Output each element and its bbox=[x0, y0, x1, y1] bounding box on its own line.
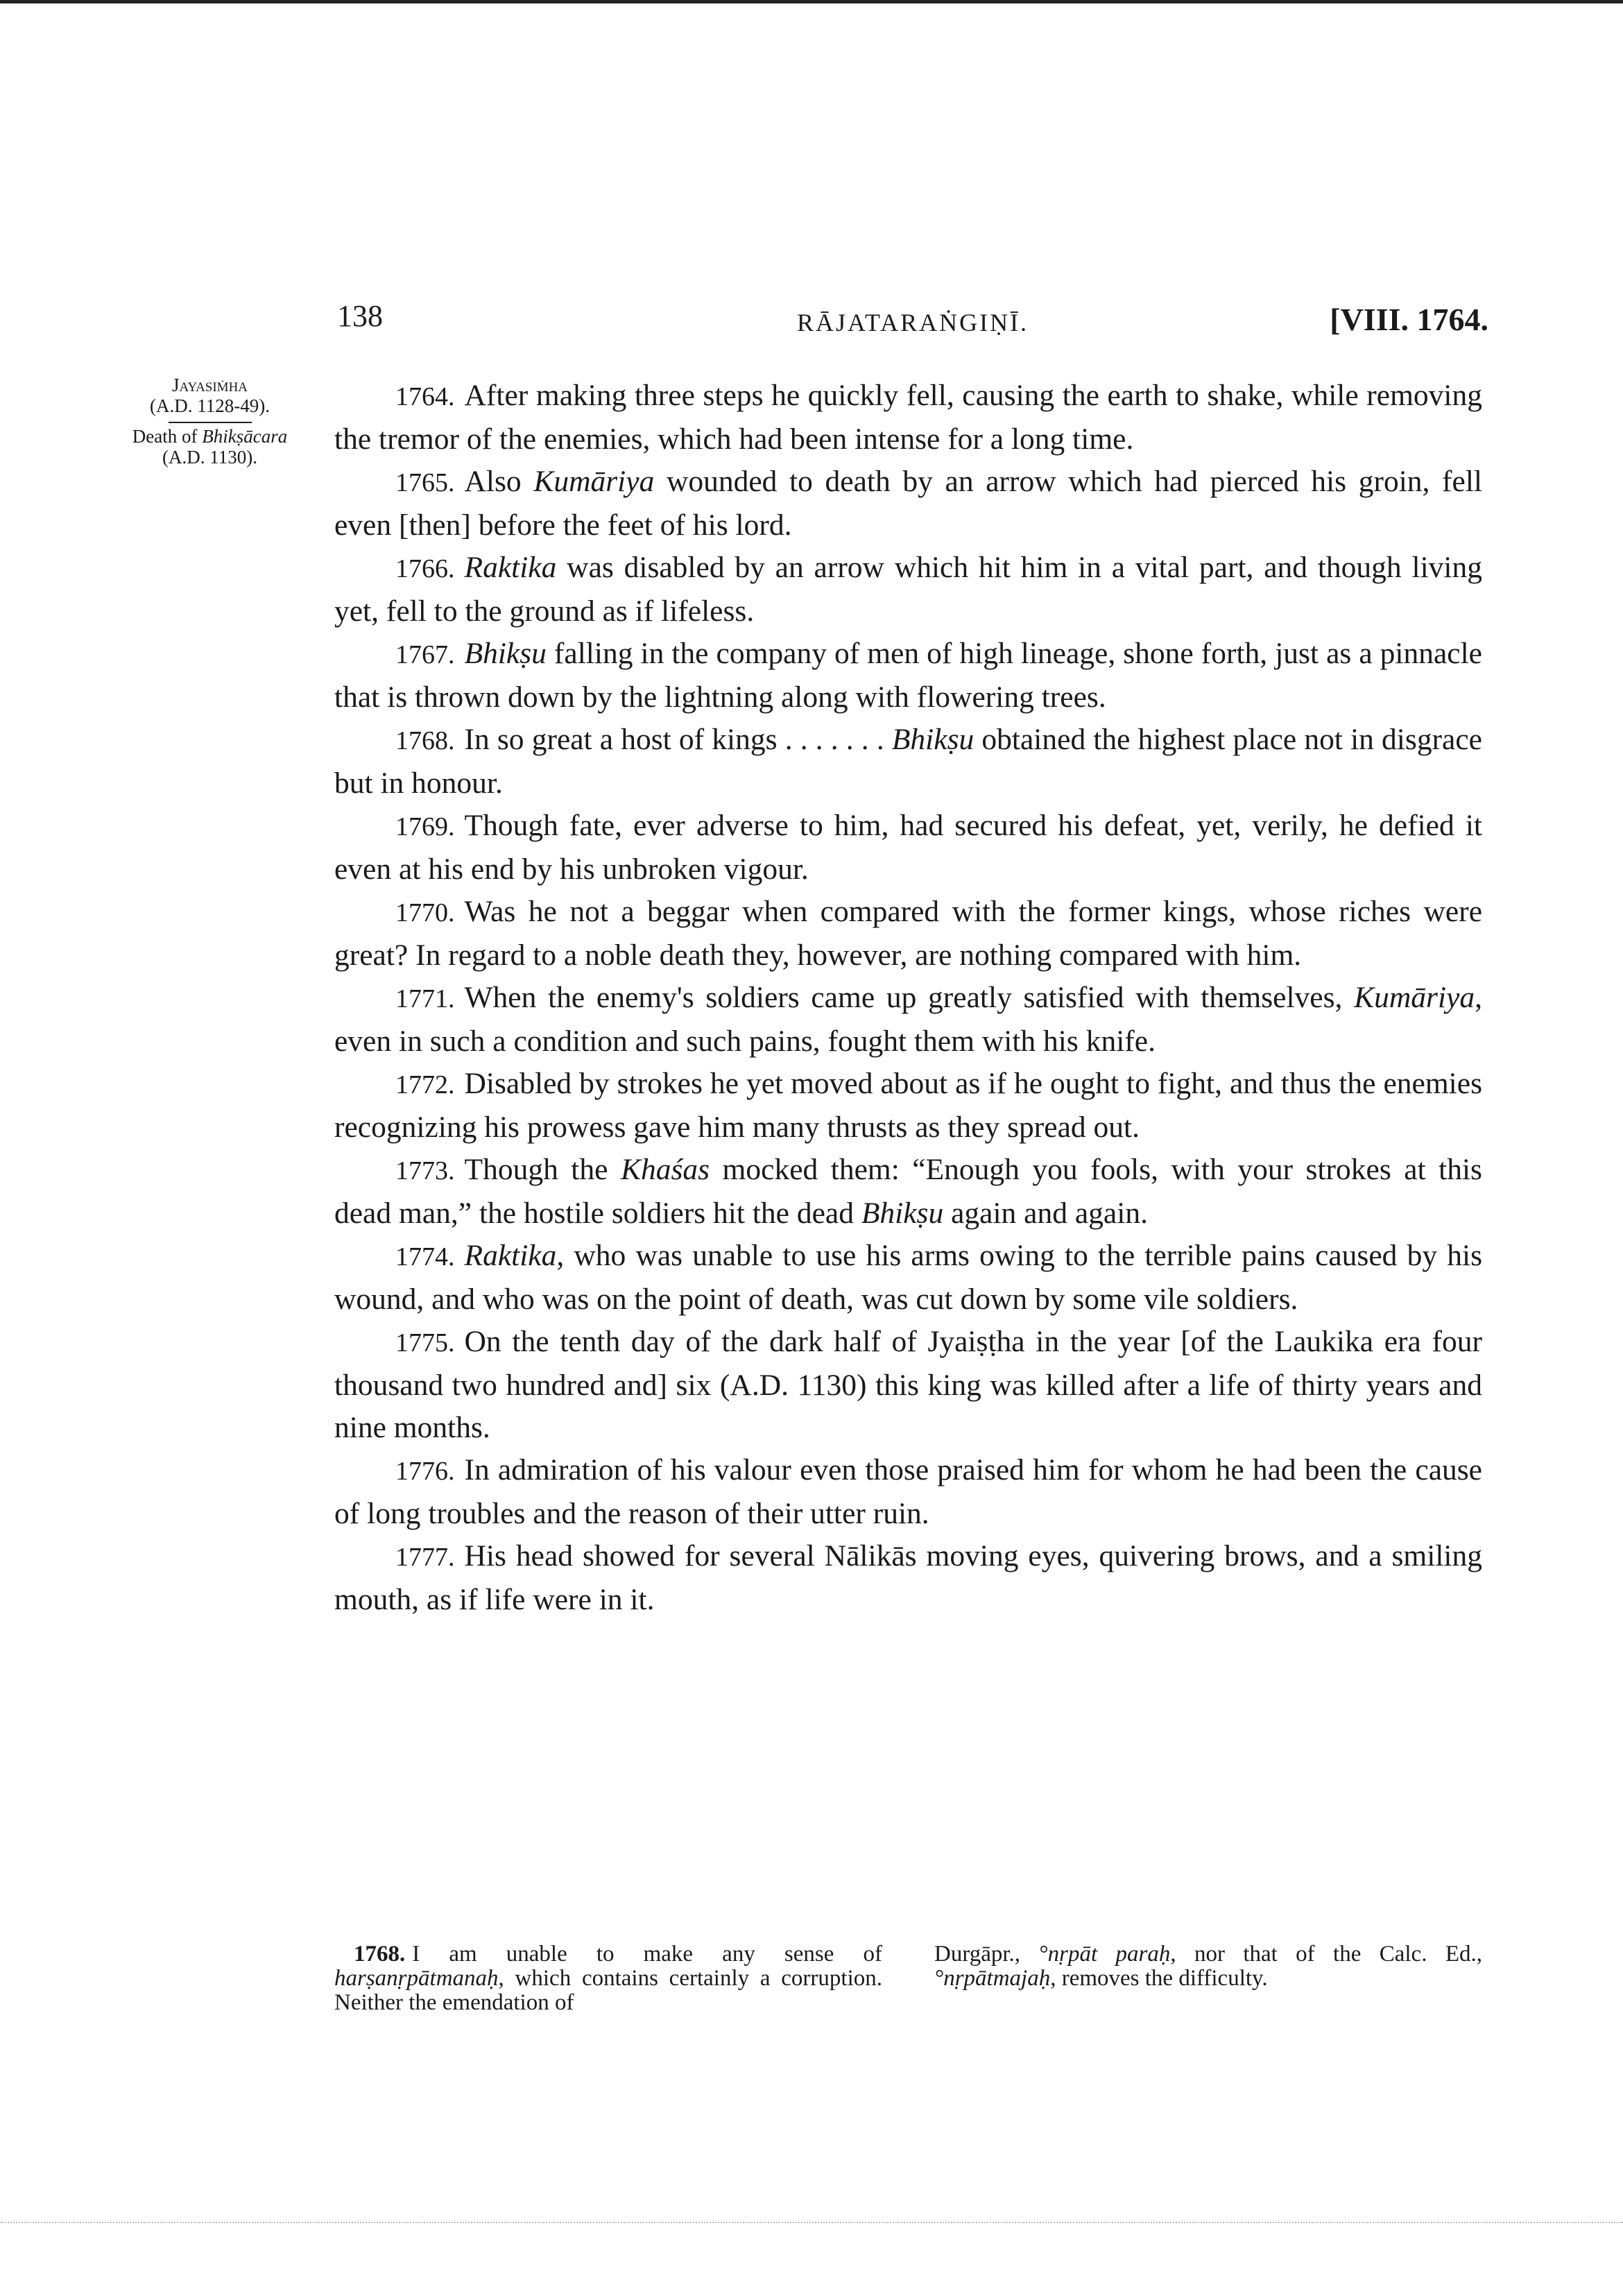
verse-1767 bbox=[334, 633, 1482, 719]
footnote-term: °nṛpātmajaḥ bbox=[934, 1966, 1051, 1991]
footnote-term: °nṛpāt paraḥ bbox=[1038, 1942, 1171, 1967]
verse-1768 bbox=[334, 719, 1482, 805]
verse-1773 bbox=[334, 1149, 1482, 1235]
footnote-column-1 bbox=[334, 1942, 882, 2015]
verse-1771 bbox=[334, 977, 1482, 1063]
verse-number: 1770. bbox=[395, 898, 455, 927]
verse-1765 bbox=[334, 461, 1482, 547]
verse-number: 1769. bbox=[395, 812, 455, 841]
footnote-term: harṣanṛpātmanaḥ bbox=[334, 1966, 499, 1991]
verse-number: 1766. bbox=[395, 554, 455, 583]
main-text bbox=[334, 375, 1482, 1621]
proper-name: Kumāriya bbox=[533, 465, 655, 498]
verse-text: Though the bbox=[464, 1153, 621, 1186]
verse-number: 1777. bbox=[395, 1543, 455, 1572]
page-number: 138 bbox=[337, 299, 383, 333]
verse-text: Disabled by strokes he yet moved about as if he ought to fight, and thus the enemies recognizing his prowess gave him many thrusts as they spread out. bbox=[334, 1067, 1482, 1144]
verse-number: 1764. bbox=[395, 382, 455, 411]
margin-king-dates: (A.D. 1128-49). bbox=[150, 395, 270, 416]
proper-name: Bhikṣu bbox=[861, 1197, 944, 1230]
book-verse-reference: [VIII. 1764. bbox=[1330, 302, 1488, 337]
verse-1777 bbox=[334, 1535, 1482, 1621]
verse-1775 bbox=[334, 1321, 1482, 1449]
verse-number: 1765. bbox=[395, 468, 455, 497]
footnote-number: 1768. bbox=[354, 1942, 406, 1967]
footnote-text: , removes the difficulty. bbox=[1050, 1966, 1268, 1991]
margin-death-name: Bhikṣācara bbox=[202, 426, 288, 447]
margin-death-label: Death of bbox=[132, 426, 198, 447]
margin-king-name: Jayasiṁha bbox=[171, 375, 248, 395]
verse-text: Was he not a beggar when compared with the former kings, whose riches were great? In regard to a noble death they, however, are nothing compared with him. bbox=[334, 895, 1482, 972]
proper-name: Raktika bbox=[464, 1239, 557, 1272]
verse-number: 1775. bbox=[395, 1328, 455, 1357]
margin-rule bbox=[169, 422, 252, 423]
verse-text: again and again. bbox=[943, 1197, 1148, 1230]
footnote bbox=[334, 1942, 1482, 2015]
top-border bbox=[0, 0, 1623, 3]
verse-text: In so great a host of kings . . . . . . . bbox=[464, 723, 892, 756]
verse-1769 bbox=[334, 805, 1482, 891]
verse-number: 1771. bbox=[395, 984, 455, 1013]
verse-text: , even in such a condition and such pains, fought them with his knife. bbox=[334, 981, 1482, 1058]
verse-1764 bbox=[334, 375, 1482, 461]
verse-text: When the enemy's soldiers came up greatly satisfied with themselves, bbox=[464, 981, 1355, 1014]
verse-1774 bbox=[334, 1235, 1482, 1321]
proper-name: Kumāriya bbox=[1354, 981, 1475, 1014]
proper-name: Khaśas bbox=[620, 1153, 710, 1186]
verse-text: wounded to death by an arrow which had pierced his groin, fell even [then] before the feet of his lord. bbox=[334, 465, 1483, 542]
running-title: RĀJATARAṄGIṆĪ. bbox=[796, 309, 1029, 336]
verse-text: On the tenth day of the dark half of Jyaiṣṭha in the year [of the Laukika era four thousand two hundred and] six (A.D. 1130) this king was killed after a life of thirty years and nine months. bbox=[334, 1325, 1482, 1444]
verse-text: obtained the highest place not in disgrace but in honour. bbox=[334, 723, 1482, 800]
verse-1770 bbox=[334, 891, 1482, 977]
verse-text: After making three steps he quickly fell, causing the earth to shake, while removing the tremor of the enemies, which had been intense for a long time. bbox=[334, 379, 1482, 456]
margin-death-date: (A.D. 1130). bbox=[162, 447, 257, 468]
scan-artifact-line bbox=[0, 2222, 1623, 2223]
proper-name: Bhikṣu bbox=[464, 637, 547, 670]
verse-text: mocked them: “Enough you fools, with your strokes at this dead man,” the hostile soldiers hit the dead bbox=[334, 1153, 1482, 1230]
verse-text: Also bbox=[464, 465, 534, 498]
verse-text: was disabled by an arrow which hit him in a vital part, and though living yet, fell to the ground as if lifeless. bbox=[334, 551, 1482, 628]
verse-text: falling in the company of men of high lineage, shone forth, just as a pinnacle that is thrown down by the lightning along with flowering trees. bbox=[334, 637, 1482, 714]
page-header bbox=[337, 298, 1488, 347]
verse-number: 1772. bbox=[395, 1070, 455, 1099]
margin-death-note bbox=[90, 426, 329, 447]
footnote-text: Durgāpr., bbox=[934, 1942, 1039, 1967]
verse-number: 1774. bbox=[395, 1242, 455, 1271]
verse-number: 1773. bbox=[395, 1156, 455, 1185]
footnote-column-2 bbox=[934, 1942, 1482, 2015]
footnote-text: , nor that of the Calc. Ed., bbox=[1170, 1942, 1482, 1967]
footnote-text: , which contains certainly a corruption. Neither the emendation of bbox=[334, 1966, 882, 2015]
verse-1766 bbox=[334, 547, 1482, 633]
verse-text: In admiration of his valour even those praised him for whom he had been the cause of long troubles and the reason of their utter ruin. bbox=[334, 1453, 1482, 1530]
margin-notes bbox=[90, 375, 329, 468]
proper-name: Bhikṣu bbox=[891, 723, 974, 756]
proper-name: Raktika bbox=[464, 551, 557, 584]
verse-number: 1767. bbox=[395, 640, 455, 669]
verse-1772 bbox=[334, 1063, 1482, 1149]
verse-text: Though fate, ever adverse to him, had secured his defeat, yet, verily, he defied it even at his end by his unbroken vigour. bbox=[334, 809, 1482, 886]
footnote-text: I am unable to make any sense of bbox=[412, 1942, 882, 1967]
verse-text: His head showed for several Nālikās moving eyes, quivering brows, and a smiling mouth, as if life were in it. bbox=[334, 1539, 1482, 1616]
verse-number: 1768. bbox=[395, 726, 455, 755]
verse-number: 1776. bbox=[395, 1457, 455, 1486]
verse-text: , who was unable to use his arms owing to the terrible pains caused by his wound, and who was on the point of death, was cut down by some vile soldiers. bbox=[334, 1239, 1482, 1316]
verse-1776 bbox=[334, 1449, 1482, 1535]
